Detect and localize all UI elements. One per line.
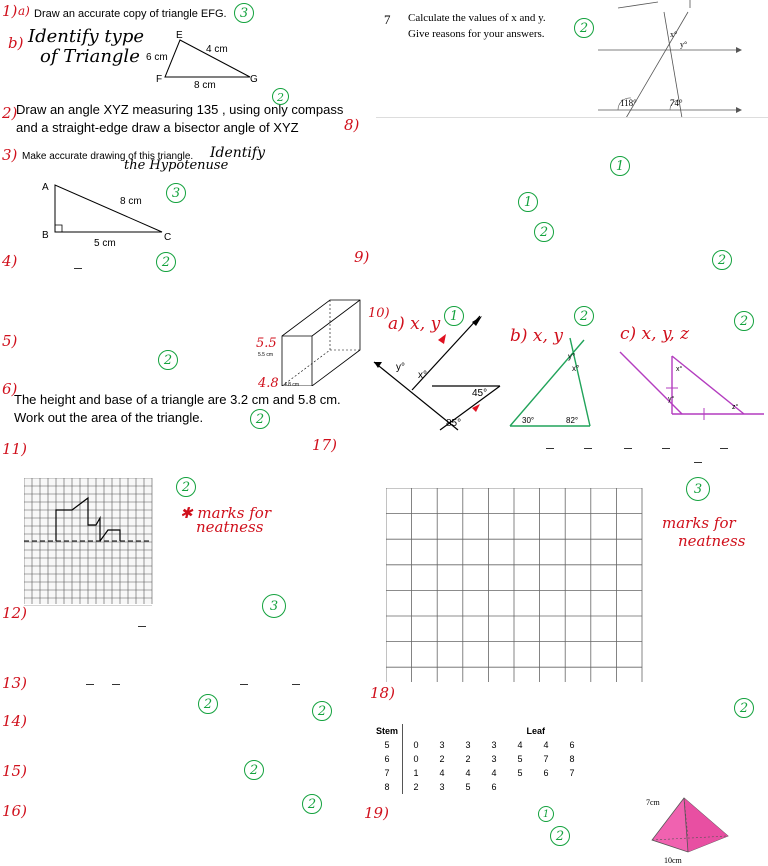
stem-cell: 7 xyxy=(372,766,403,780)
q11-note-line-1: ✱ marks for xyxy=(180,504,271,522)
q10-blank-6 xyxy=(694,462,702,463)
q5-width-label: 4.8 cm xyxy=(284,382,300,388)
q3-handwriting-1: Identify xyxy=(210,145,265,161)
q17-mark: 3 xyxy=(686,477,710,501)
q10c-angle-y: y° xyxy=(668,396,675,403)
q1-label-f: F xyxy=(156,74,163,85)
q10a-angle-45: 45° xyxy=(472,388,488,399)
q1-side-eg: 4 cm xyxy=(206,44,228,55)
leaf-cell: 3 xyxy=(439,782,445,792)
q16-mark: 2 xyxy=(302,794,322,814)
q16-number: 16) xyxy=(2,802,27,820)
leaf-cell: 5 xyxy=(517,754,523,764)
q10-part-c: c) x, y, z xyxy=(620,324,690,344)
leaf-cell: 5 xyxy=(517,768,523,778)
q14-mark-a: 2 xyxy=(198,694,218,714)
q8-mark-a: 1 xyxy=(610,156,630,176)
q11-number: 11) xyxy=(2,440,27,458)
q1-prompt: Draw an accurate copy of triangle EFG. xyxy=(34,8,227,20)
q7-angle-74: 74° xyxy=(670,98,683,108)
q5-width-handwritten: 4.8 xyxy=(258,376,279,391)
q10a-angle-x: x° xyxy=(418,370,427,381)
q1-handwriting-1: Identify type xyxy=(28,26,144,47)
q7-line-1: Calculate the values of x and y. xyxy=(408,12,546,24)
q7-divider xyxy=(376,117,768,118)
q12-number: 12) xyxy=(2,604,27,622)
q17-note-line-2: neatness xyxy=(678,532,746,550)
q11-note-line-2: neatness xyxy=(196,518,264,536)
q10-mark-a: 1 xyxy=(444,306,464,326)
q3-side-bc: 5 cm xyxy=(94,238,116,249)
q3-side-ac: 8 cm xyxy=(120,196,142,207)
q10a-diagram xyxy=(372,312,506,432)
leaf-cell xyxy=(507,780,533,794)
q13-number: 13) xyxy=(2,674,27,692)
stem-cell: 6 xyxy=(372,752,403,766)
q1-handwriting-2: of Triangle xyxy=(40,46,140,67)
stem-cell: 8 xyxy=(372,780,403,794)
q10c-diagram xyxy=(618,348,768,420)
q7-angle-x: x° xyxy=(670,30,678,39)
stem-leaf-row xyxy=(372,766,585,780)
q1-side-fg: 8 cm xyxy=(194,80,216,91)
q19-base-label: 10cm xyxy=(664,856,682,865)
leaf-cell: 2 xyxy=(465,754,471,764)
q19-height-label: 7cm xyxy=(646,798,660,807)
q13-blank-1 xyxy=(86,684,94,685)
q3-handwriting-2: the Hypotenuse xyxy=(124,158,229,173)
q12-mark: 3 xyxy=(262,594,286,618)
q7-line-2: Give reasons for your answers. xyxy=(408,28,545,40)
q2-number: 2) xyxy=(2,104,18,122)
leaf-cell: 7 xyxy=(543,754,549,764)
leaf-cell: 0 xyxy=(413,740,419,750)
leaf-header: Leaf xyxy=(526,726,545,736)
leaf-cell: 0 xyxy=(413,754,419,764)
q3-triangle-diagram xyxy=(50,180,170,238)
q1-number: 1) xyxy=(2,2,18,20)
q13-blank-3 xyxy=(240,684,248,685)
stem-leaf-row xyxy=(372,752,585,766)
q10-blank-4 xyxy=(662,448,670,449)
q13-blank-4 xyxy=(292,684,300,685)
q1-label-e: E xyxy=(176,30,183,41)
q7-angle-118: 118° xyxy=(620,98,637,108)
leaf-cell: 7 xyxy=(569,768,575,778)
leaf-cell: 6 xyxy=(543,768,549,778)
leaf-cell: 2 xyxy=(413,782,419,792)
q10-part-b: b) x, y xyxy=(510,326,563,346)
q14-mark-b: 2 xyxy=(312,701,332,721)
q4-blank xyxy=(74,268,82,269)
q10b-angle-30: 30° xyxy=(522,416,535,425)
q7-number: 7 xyxy=(384,12,391,27)
q10b-angle-y: y° xyxy=(568,352,576,361)
q3-mark: 3 xyxy=(166,183,186,203)
q10c-angle-x: x° xyxy=(676,366,683,373)
q9-number: 9) xyxy=(354,248,370,266)
q5-height-handwritten: 5.5 xyxy=(256,336,277,351)
q11-grid-diagram xyxy=(24,478,154,606)
q6-number: 6) xyxy=(2,380,18,398)
leaf-cell: 4 xyxy=(465,768,471,778)
leaf-cell xyxy=(533,780,559,794)
q10-blank-1 xyxy=(546,448,554,449)
leaf-cell: 3 xyxy=(439,740,445,750)
q5-height-label: 5.5 cm xyxy=(258,352,274,358)
q17-grid xyxy=(386,488,644,686)
q2-line-1: Draw an angle XYZ measuring 135 , using only compass xyxy=(16,102,344,117)
leaf-cell: 3 xyxy=(491,740,497,750)
q4-mark: 2 xyxy=(156,252,176,272)
q6-line-2: Work out the area of the triangle. xyxy=(14,410,204,425)
q10-number: 10) xyxy=(368,306,390,321)
q19-mark-a: 1 xyxy=(538,806,554,822)
stem-leaf-row xyxy=(372,780,585,794)
q12-blank xyxy=(138,626,146,627)
q9-mark: 2 xyxy=(712,250,732,270)
stem-leaf-table xyxy=(372,724,585,794)
q5-number: 5) xyxy=(2,332,18,350)
q10b-angle-x: x° xyxy=(572,364,580,373)
q13-blank-2 xyxy=(112,684,120,685)
q5-mark: 2 xyxy=(158,350,178,370)
q10-blank-3 xyxy=(624,448,632,449)
q10b-angle-82: 82° xyxy=(566,416,579,425)
q5-prism-diagram xyxy=(276,296,366,386)
q8-number: 8) xyxy=(344,116,360,134)
q10a-angle-y: y° xyxy=(396,362,405,373)
q3-label-a: A xyxy=(42,182,49,193)
leaf-cell: 6 xyxy=(491,782,497,792)
q1-mark-a: 3 xyxy=(234,3,254,23)
q3-label-b: B xyxy=(42,230,49,241)
leaf-cell: 3 xyxy=(491,754,497,764)
q8-mark-b: 1 xyxy=(518,192,538,212)
q3-number: 3) xyxy=(2,146,18,164)
leaf-cell: 4 xyxy=(439,768,445,778)
q10-part-a: a) x, y xyxy=(388,314,441,334)
q3-prompt: Make accurate drawing of this triangle. xyxy=(22,151,194,162)
q18-number: 18) xyxy=(370,684,395,702)
leaf-cell: 2 xyxy=(439,754,445,764)
q10c-angle-z: z° xyxy=(732,404,739,411)
q19-number: 19) xyxy=(364,804,389,822)
leaf-cell: 6 xyxy=(569,740,575,750)
leaf-cell: 5 xyxy=(465,782,471,792)
q4-number: 4) xyxy=(2,252,18,270)
q6-mark: 2 xyxy=(250,409,270,429)
q1-part-b: b) xyxy=(8,34,24,52)
q14-number: 14) xyxy=(2,712,27,730)
leaf-cell xyxy=(559,780,585,794)
q2-line-2: and a straight-edge draw a bisector angle of XYZ xyxy=(16,120,299,135)
q3-label-c: C xyxy=(164,232,172,243)
q7-mark: 2 xyxy=(574,18,594,38)
leaf-cell: 4 xyxy=(543,740,549,750)
stem-leaf-row xyxy=(372,738,585,752)
q2-mark: 2 xyxy=(272,88,289,105)
q19-mark-b: 2 xyxy=(550,826,570,846)
q1-part-a: a) xyxy=(18,4,30,18)
q18-mark: 2 xyxy=(734,698,754,718)
leaf-cell: 1 xyxy=(413,768,419,778)
q10-mark-c: 2 xyxy=(734,311,754,331)
leaf-cell: 3 xyxy=(465,740,471,750)
q10-blank-2 xyxy=(584,448,592,449)
q17-note-line-1: marks for xyxy=(662,514,736,532)
q15-mark: 2 xyxy=(244,760,264,780)
q10-blank-5 xyxy=(720,448,728,449)
leaf-cell: 4 xyxy=(491,768,497,778)
q7-angle-y: y° xyxy=(680,40,688,49)
q11-mark: 2 xyxy=(176,477,196,497)
q15-number: 15) xyxy=(2,762,27,780)
q1-label-g: G xyxy=(250,74,258,85)
stem-header: Stem xyxy=(372,724,403,738)
q17-number: 17) xyxy=(312,436,337,454)
leaf-cell: 4 xyxy=(517,740,523,750)
q1-side-ef: 6 cm xyxy=(146,52,168,63)
q8-mark-c: 2 xyxy=(534,222,554,242)
stem-cell: 5 xyxy=(372,738,403,752)
q6-line-1: The height and base of a triangle are 3.2 cm and 5.8 cm. xyxy=(14,392,341,407)
leaf-cell: 8 xyxy=(569,754,575,764)
q10a-angle-85: 85° xyxy=(446,418,462,429)
q10-mark-b: 2 xyxy=(574,306,594,326)
